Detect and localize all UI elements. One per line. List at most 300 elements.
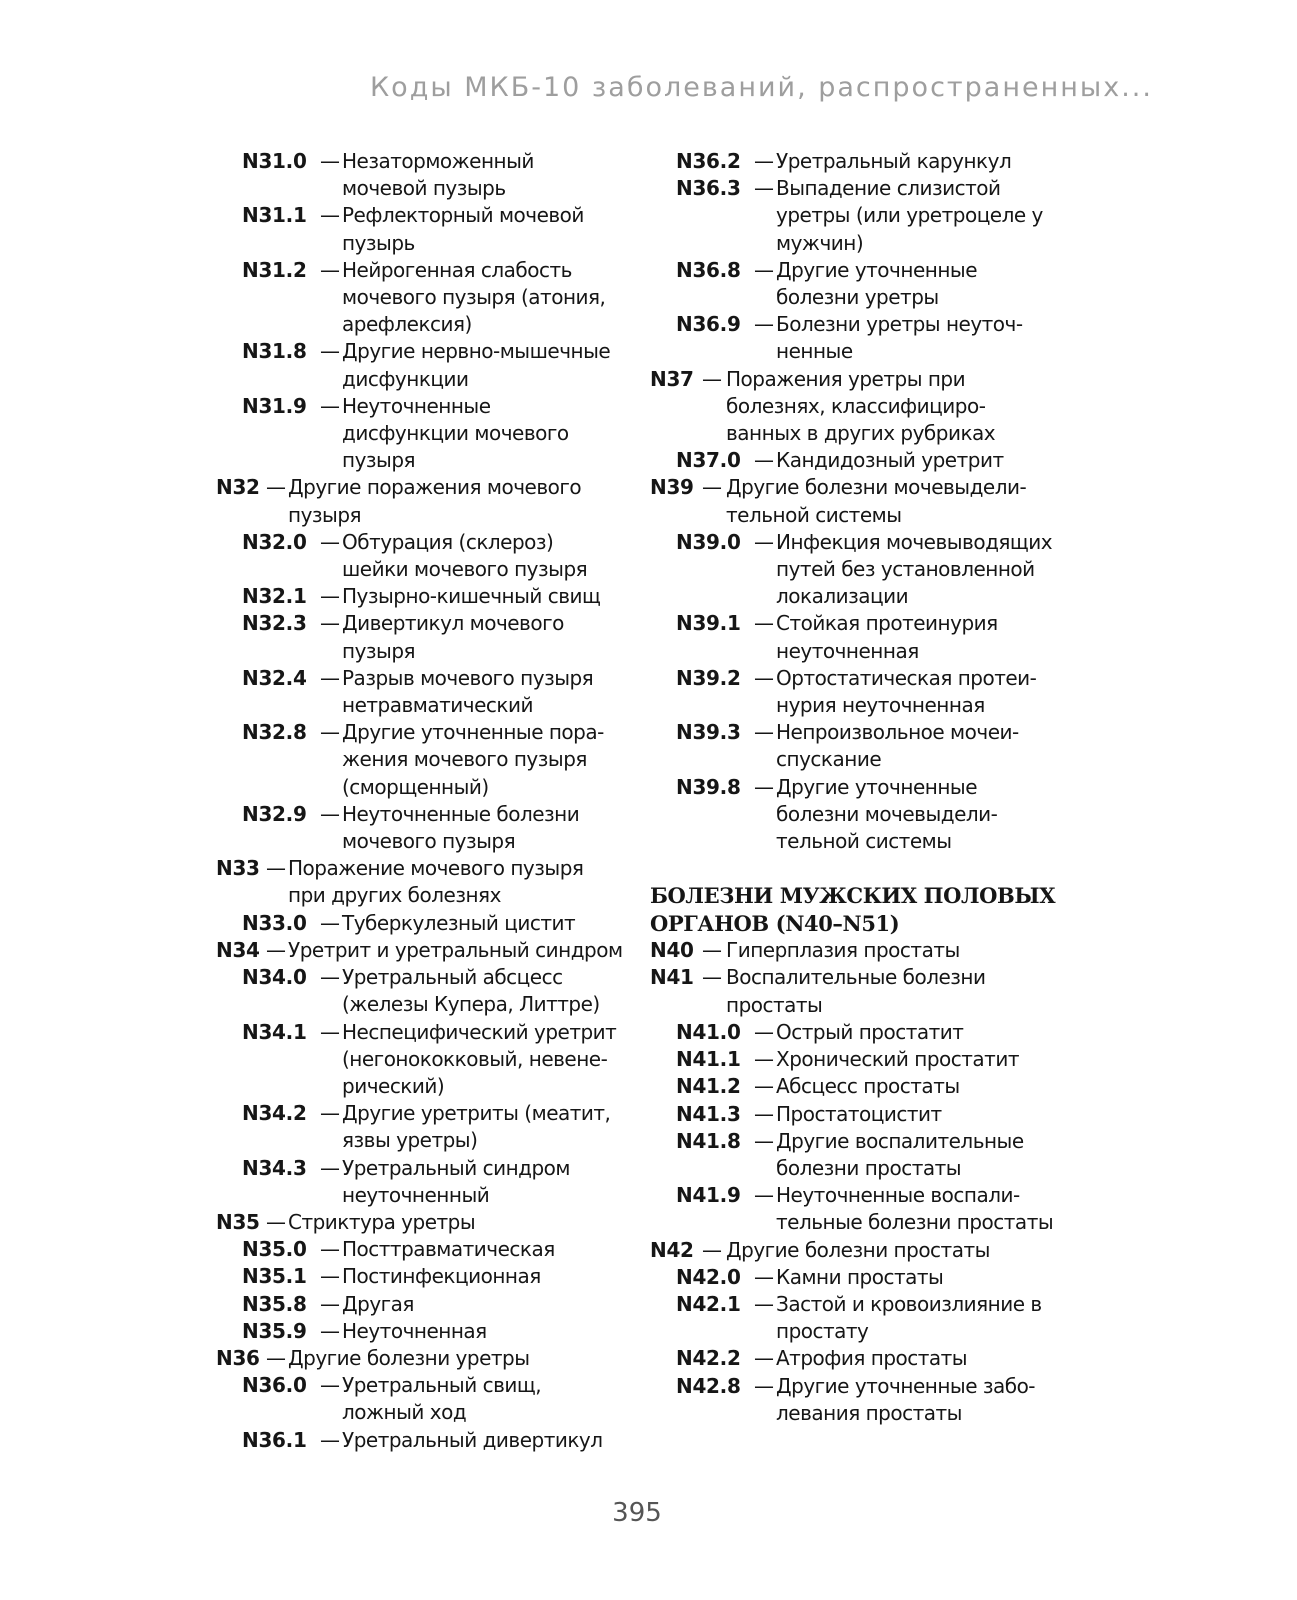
code-description <box>342 1155 634 1209</box>
description-line: Другая <box>342 1291 414 1316</box>
description-line: Простатоцистит <box>776 1101 942 1126</box>
description-line: мочевой пузырь <box>342 176 506 201</box>
description-line: язвы уретры) <box>342 1128 478 1153</box>
description-line: Уретральный абсцесс <box>342 965 563 990</box>
code-entry <box>650 1237 1070 1264</box>
page-number: 395 <box>612 1498 662 1528</box>
description-line: Неуточненные воспали- <box>776 1183 1020 1208</box>
code-label: N37 <box>650 366 694 391</box>
code-entry <box>216 202 634 256</box>
description-line: Воспалительные болезни <box>726 965 986 990</box>
code-dash: — <box>320 1101 340 1126</box>
code-dash: — <box>320 910 340 935</box>
description-line: ванных в других рубриках <box>726 421 996 446</box>
description-line: тельной системы <box>776 829 952 854</box>
code-label: N40 <box>650 938 694 963</box>
description-line: (железы Купера, Литтре) <box>342 992 600 1017</box>
description-line: Другие уточненные <box>776 774 977 799</box>
code-description <box>288 1345 634 1372</box>
code-dash: — <box>754 1264 774 1289</box>
code-dash: — <box>702 366 722 391</box>
description-line: Другие уточненные пора- <box>342 720 604 745</box>
code-entry <box>650 257 1070 311</box>
description-line: неуточненный <box>342 1182 490 1207</box>
code-entry <box>216 610 634 664</box>
description-line: спускание <box>776 747 882 772</box>
code-description <box>776 529 1070 611</box>
code-description <box>776 1291 1070 1345</box>
description-line: Другие поражения мочевого <box>288 475 582 500</box>
code-entry <box>216 257 634 339</box>
code-description <box>726 366 1070 448</box>
code-label: N36.0 <box>242 1373 307 1398</box>
code-description <box>342 1019 634 1101</box>
code-description <box>288 474 634 528</box>
description-line: Уретральный свищ, <box>342 1373 542 1398</box>
description-line: Гиперплазия простаты <box>726 938 960 963</box>
description-line: Незаторможенный <box>342 149 534 173</box>
description-line: Посттравматическая <box>342 1237 555 1262</box>
description-line: болезни уретры <box>776 285 939 310</box>
code-label: N39 <box>650 475 694 500</box>
description-line: локализации <box>776 584 909 609</box>
code-description <box>776 1345 1070 1372</box>
code-entry <box>216 583 634 610</box>
code-label: N32.9 <box>242 801 307 826</box>
code-entry <box>650 610 1070 664</box>
code-entry <box>650 175 1070 257</box>
code-dash: — <box>320 203 340 228</box>
code-label: N31.8 <box>242 339 307 364</box>
description-line: Обтурация (склероз) <box>342 529 554 554</box>
code-dash: — <box>754 1183 774 1208</box>
code-label: N33.0 <box>242 910 307 935</box>
code-dash: — <box>320 584 340 609</box>
code-label: N33 <box>216 856 260 881</box>
description-line: Разрыв мочевого пузыря <box>342 665 594 690</box>
description-line: уретры (или уретроцеле у <box>776 203 1043 228</box>
description-line: рический) <box>342 1073 445 1098</box>
code-description <box>342 610 634 664</box>
code-dash: — <box>266 1209 286 1234</box>
code-label: N34.3 <box>242 1155 307 1180</box>
description-line: простату <box>776 1319 869 1344</box>
code-dash: — <box>754 774 774 799</box>
code-description <box>342 148 634 202</box>
description-line: Выпадение слизистой <box>776 176 1001 201</box>
description-line: Застой и кровоизлияние в <box>776 1291 1042 1316</box>
code-label: N39.8 <box>676 774 741 799</box>
code-description <box>342 964 634 1018</box>
code-description <box>726 1237 1070 1264</box>
code-entry <box>216 1236 634 1263</box>
description-line: Пузырно-кишечный свищ <box>342 584 601 609</box>
code-entry <box>650 1046 1070 1073</box>
code-entry <box>216 1100 634 1154</box>
code-label: N39.3 <box>676 720 741 745</box>
code-dash: — <box>266 856 286 881</box>
code-description <box>776 1019 1070 1046</box>
description-line: Инфекция мочевыводящих <box>776 529 1053 554</box>
code-label: N35.1 <box>242 1264 307 1289</box>
description-line: Неуточненные <box>342 393 491 418</box>
description-line: простаты <box>726 992 823 1017</box>
code-description <box>726 937 1070 964</box>
code-dash: — <box>320 611 340 636</box>
description-line: болезни мочевыдели- <box>776 801 998 826</box>
code-entry <box>216 1345 634 1372</box>
description-line: арефлексия) <box>342 312 472 337</box>
code-dash: — <box>320 1291 340 1316</box>
code-dash: — <box>320 1318 340 1343</box>
description-line: пузыря <box>342 448 416 473</box>
description-line: Поражение мочевого пузыря <box>288 856 584 881</box>
code-dash: — <box>754 176 774 201</box>
code-label: N32.1 <box>242 584 307 609</box>
code-label: N32.8 <box>242 720 307 745</box>
code-description <box>776 175 1070 257</box>
description-line: Дивертикул мочевого <box>342 611 564 636</box>
code-label: N35.0 <box>242 1237 307 1262</box>
code-label: N36.1 <box>242 1427 307 1452</box>
description-line: путей без установленной <box>776 557 1035 582</box>
description-line: левания простаты <box>776 1400 962 1425</box>
description-line: Острый простатит <box>776 1019 964 1044</box>
code-description <box>776 257 1070 311</box>
description-line: тельной системы <box>726 502 902 527</box>
code-entry <box>216 1209 634 1236</box>
code-entry <box>650 447 1070 474</box>
code-dash: — <box>320 1237 340 1262</box>
description-line: жения мочевого пузыря <box>342 747 587 772</box>
description-line: Другие воспалительные <box>776 1128 1024 1153</box>
code-dash: — <box>320 965 340 990</box>
code-dash: — <box>754 1101 774 1126</box>
code-dash: — <box>702 938 722 963</box>
code-dash: — <box>320 1373 340 1398</box>
code-entry <box>650 1101 1070 1128</box>
code-label: N36 <box>216 1345 260 1370</box>
code-dash: — <box>754 665 774 690</box>
code-description <box>342 338 634 392</box>
code-description <box>288 1209 634 1236</box>
code-dash: — <box>320 1264 340 1289</box>
description-line: мочевого пузыря (атония, <box>342 285 606 310</box>
code-entry <box>650 1264 1070 1291</box>
code-entry <box>216 719 634 801</box>
code-label: N32.3 <box>242 611 307 636</box>
code-label: N31.9 <box>242 393 307 418</box>
code-description <box>342 1263 634 1290</box>
code-description <box>776 1073 1070 1100</box>
code-entry <box>650 937 1070 964</box>
code-dash: — <box>320 1427 340 1452</box>
description-line: при других болезнях <box>288 883 501 908</box>
description-line: Уретральный дивертикул <box>342 1427 603 1452</box>
code-label: N41.1 <box>676 1047 741 1072</box>
description-line: Нейрогенная слабость <box>342 257 572 282</box>
description-line: мужчин) <box>776 230 864 255</box>
code-label: N39.0 <box>676 529 741 554</box>
code-dash: — <box>320 1019 340 1044</box>
code-label: N32.4 <box>242 665 307 690</box>
code-description <box>342 1291 634 1318</box>
description-line: Неуточненная <box>342 1318 487 1343</box>
code-description <box>726 474 1070 528</box>
code-entry <box>650 311 1070 365</box>
description-line: Непроизвольное мочеи- <box>776 720 1019 745</box>
code-label: N41.9 <box>676 1183 741 1208</box>
code-dash: — <box>320 393 340 418</box>
code-label: N42.8 <box>676 1373 741 1398</box>
description-line: Неуточненные болезни <box>342 801 580 826</box>
code-dash: — <box>702 965 722 990</box>
code-description <box>342 1427 634 1454</box>
code-description <box>776 774 1070 856</box>
description-line: неуточненная <box>776 638 919 663</box>
description-line: Атрофия простаты <box>776 1346 968 1371</box>
code-label: N35 <box>216 1209 260 1234</box>
code-label: N36.9 <box>676 312 741 337</box>
code-description <box>776 719 1070 773</box>
code-entry <box>650 1128 1070 1182</box>
code-description <box>776 447 1070 474</box>
code-description <box>342 583 634 610</box>
code-dash: — <box>754 149 774 173</box>
code-entry <box>216 1019 634 1101</box>
code-label: N36.8 <box>676 257 741 282</box>
code-description <box>288 937 634 964</box>
code-label: N42.0 <box>676 1264 741 1289</box>
code-dash: — <box>754 720 774 745</box>
code-dash: — <box>320 801 340 826</box>
code-entry <box>216 1155 634 1209</box>
code-dash: — <box>320 529 340 554</box>
description-line: болезни простаты <box>776 1155 962 1180</box>
code-label: N34.0 <box>242 965 307 990</box>
description-line: (негонококковый, невене- <box>342 1046 608 1071</box>
code-description <box>342 801 634 855</box>
description-line: Другие уточненные <box>776 257 977 282</box>
description-line: ненные <box>776 339 853 364</box>
description-line: тельные болезни простаты <box>776 1210 1054 1235</box>
code-dash: — <box>702 1237 722 1262</box>
code-dash: — <box>266 475 286 500</box>
code-description <box>342 719 634 801</box>
right-column <box>650 148 1070 1427</box>
code-label: N41 <box>650 965 694 990</box>
section-heading-line: ОРГАНОВ (N40–N51) <box>650 910 900 936</box>
code-dash: — <box>320 720 340 745</box>
description-line: Поражения уретры при <box>726 366 966 391</box>
code-entry <box>216 1372 634 1426</box>
code-label: N39.2 <box>676 665 741 690</box>
code-entry <box>216 665 634 719</box>
code-label: N41.3 <box>676 1101 741 1126</box>
code-description <box>342 1100 634 1154</box>
code-dash: — <box>754 1019 774 1044</box>
right-column-bottom-list <box>650 937 1070 1427</box>
code-entry <box>216 910 634 937</box>
code-dash: — <box>320 1155 340 1180</box>
code-label: N42 <box>650 1237 694 1262</box>
code-dash: — <box>266 937 286 962</box>
left-column <box>216 148 634 1454</box>
description-line: Стриктура уретры <box>288 1209 476 1234</box>
description-line: Постинфекционная <box>342 1264 541 1289</box>
description-line: Другие болезни простаты <box>726 1237 990 1262</box>
description-line: Неспецифический уретрит <box>342 1019 617 1044</box>
code-entry <box>650 1073 1070 1100</box>
code-entry <box>650 1373 1070 1427</box>
description-line: пузыря <box>342 638 416 663</box>
code-label: N31.2 <box>242 257 307 282</box>
code-description <box>726 964 1070 1018</box>
code-description <box>342 393 634 475</box>
description-line: ложный ход <box>342 1400 467 1425</box>
code-entry <box>650 774 1070 856</box>
description-line: Ортостатическая протеи- <box>776 665 1037 690</box>
code-description <box>776 1264 1070 1291</box>
description-line: Стойкая протеинурия <box>776 611 998 636</box>
description-line: Уретрит и уретральный синдром <box>288 937 623 962</box>
code-description <box>776 1182 1070 1236</box>
code-entry <box>216 529 634 583</box>
code-entry <box>216 964 634 1018</box>
code-entry <box>650 964 1070 1018</box>
code-entry <box>216 1291 634 1318</box>
code-description <box>342 202 634 256</box>
code-description <box>776 1373 1070 1427</box>
code-description <box>776 1046 1070 1073</box>
code-dash: — <box>754 1291 774 1316</box>
code-dash: — <box>320 149 340 173</box>
description-line: Болезни уретры неуточ- <box>776 312 1023 337</box>
code-dash: — <box>320 257 340 282</box>
code-entry <box>650 529 1070 611</box>
code-entry <box>650 1182 1070 1236</box>
description-line: пузырь <box>342 230 415 255</box>
code-dash: — <box>702 475 722 500</box>
code-description <box>342 1318 634 1345</box>
description-line: нетравматический <box>342 693 533 718</box>
description-line: Абсцесс простаты <box>776 1074 960 1099</box>
code-label: N35.8 <box>242 1291 307 1316</box>
description-line: Хронический простатит <box>776 1047 1019 1072</box>
running-head: Коды МКБ-10 заболеваний, распространенных... <box>370 72 1153 103</box>
code-label: N42.2 <box>676 1346 741 1371</box>
code-dash: — <box>754 312 774 337</box>
description-line: Другие болезни уретры <box>288 1345 530 1370</box>
code-entry <box>216 855 634 909</box>
code-description <box>342 910 634 937</box>
code-description <box>776 1128 1070 1182</box>
code-label: N34.2 <box>242 1101 307 1126</box>
code-label: N34 <box>216 937 260 962</box>
code-entry <box>650 665 1070 719</box>
code-entry <box>650 474 1070 528</box>
code-label: N35.9 <box>242 1318 307 1343</box>
code-dash: — <box>320 665 340 690</box>
description-line: пузыря <box>288 502 362 527</box>
code-description <box>342 257 634 339</box>
code-label: N41.0 <box>676 1019 741 1044</box>
code-entry <box>650 1345 1070 1372</box>
code-entry <box>650 719 1070 773</box>
code-label: N31.0 <box>242 149 307 173</box>
code-label: N32 <box>216 475 260 500</box>
description-line: Уретральный карункул <box>776 149 1012 173</box>
code-description <box>776 148 1070 175</box>
code-entry <box>216 1427 634 1454</box>
code-entry <box>216 474 634 528</box>
code-description <box>776 610 1070 664</box>
code-label: N34.1 <box>242 1019 307 1044</box>
description-line: дисфункции <box>342 366 469 391</box>
code-entry <box>216 148 634 202</box>
description-line: Камни простаты <box>776 1264 944 1289</box>
right-column-top-list <box>650 148 1070 855</box>
description-line: Уретральный синдром <box>342 1155 570 1180</box>
description-line: (сморщенный) <box>342 774 489 799</box>
description-line: Рефлекторный мочевой <box>342 203 584 228</box>
code-label: N41.2 <box>676 1074 741 1099</box>
code-dash: — <box>754 1346 774 1371</box>
code-entry <box>216 1318 634 1345</box>
code-dash: — <box>754 529 774 554</box>
description-line: нурия неуточненная <box>776 693 985 718</box>
code-label: N42.1 <box>676 1291 741 1316</box>
code-description <box>776 665 1070 719</box>
code-dash: — <box>266 1345 286 1370</box>
code-description <box>288 855 634 909</box>
code-dash: — <box>754 1047 774 1072</box>
code-description <box>342 665 634 719</box>
description-line: шейки мочевого пузыря <box>342 557 588 582</box>
code-entry <box>216 393 634 475</box>
description-line: Другие уретриты (меатит, <box>342 1101 611 1126</box>
description-line: Другие болезни мочевыдели- <box>726 475 1027 500</box>
code-dash: — <box>754 257 774 282</box>
code-description <box>776 1101 1070 1128</box>
code-dash: — <box>754 1074 774 1099</box>
code-entry <box>650 1291 1070 1345</box>
code-label: N37.0 <box>676 448 741 473</box>
code-label: N31.1 <box>242 203 307 228</box>
description-line: Другие уточненные забо- <box>776 1373 1036 1398</box>
code-dash: — <box>754 448 774 473</box>
description-line: дисфункции мочевого <box>342 421 569 446</box>
description-line: Туберкулезный цистит <box>342 910 576 935</box>
description-line: мочевого пузыря <box>342 829 516 854</box>
code-description <box>342 1236 634 1263</box>
description-line: Другие нервно-мышечные <box>342 339 611 364</box>
description-line: Кандидозный уретрит <box>776 448 1004 473</box>
code-label: N41.8 <box>676 1128 741 1153</box>
code-dash: — <box>754 611 774 636</box>
code-label: N36.3 <box>676 176 741 201</box>
section-heading-line: БОЛЕЗНИ МУЖСКИХ ПОЛОВЫХ <box>650 883 1056 909</box>
code-description <box>776 311 1070 365</box>
code-entry <box>216 937 634 964</box>
code-dash: — <box>754 1128 774 1153</box>
section-heading <box>650 882 1070 937</box>
code-label: N39.1 <box>676 611 741 636</box>
code-entry <box>650 148 1070 175</box>
code-entry <box>216 801 634 855</box>
code-description <box>342 1372 634 1426</box>
code-label: N36.2 <box>676 149 741 173</box>
